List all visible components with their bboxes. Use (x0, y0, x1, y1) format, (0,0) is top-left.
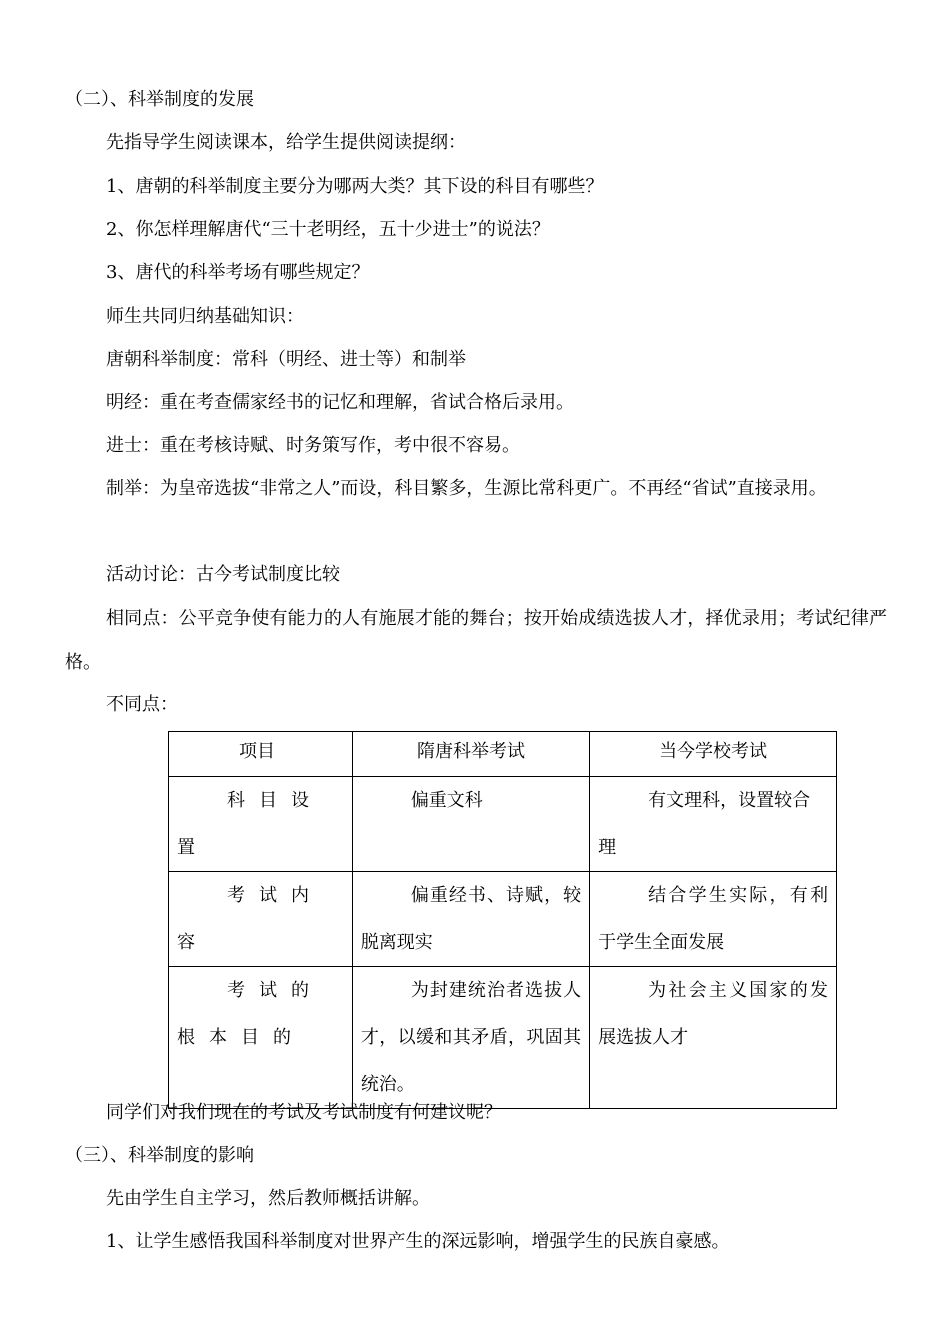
table-cell: 为封建统治者选拔人才，以缓和其矛盾，巩固其统治。 (352, 967, 589, 1109)
section-heading-development: （二）、科举制度的发展 (65, 89, 254, 110)
table-cell-item: 考试的根本目的 (169, 967, 353, 1109)
table-header-row (169, 732, 837, 777)
paragraph-mingjing: 明经：重在考查儒家经书的记忆和理解，省试合格后录用。 (106, 392, 574, 413)
question-3: 3、唐代的科举考场有哪些规定？ (106, 262, 370, 283)
paragraph-reading-guide: 先指导学生阅读课本，给学生提供阅读提纲： (106, 132, 466, 153)
paragraph-tang-system: 唐朝科举制度：常科（明经、进士等）和制举 (106, 349, 466, 370)
table-row (169, 967, 837, 1109)
table-cell: 为社会主义国家的发展选拔人才 (590, 967, 837, 1109)
table-row (169, 777, 837, 872)
table-cell-item: 考试内容 (169, 872, 353, 967)
paragraph-self-study: 先由学生自主学习，然后教师概括讲解。 (106, 1188, 430, 1209)
paragraph-zhiju: 制举：为皇帝选拔“非常之人”而设，科目繁多，生源比常科更广。不再经“省试”直接录用。 (106, 478, 827, 499)
paragraph-differences-label: 不同点： (106, 694, 178, 715)
table-row (169, 872, 837, 967)
paragraph-suggestion-question: 同学们对我们现在的考试及考试制度有何建议呢？ (106, 1102, 502, 1123)
table-header-cell: 隋唐科举考试 (352, 732, 589, 777)
paragraph-summary-intro: 师生共同归纳基础知识： (106, 306, 304, 327)
table-cell: 偏重文科 (352, 777, 589, 872)
table-cell-item: 科目设置 (169, 777, 353, 872)
section-heading-influence: （三）、科举制度的影响 (65, 1145, 254, 1166)
paragraph-similarities: 相同点：公平竞争使有能力的人有施展才能的舞台；按开始成绩选拔人才，择优录用；考试纪律严格。 (65, 608, 887, 673)
table-header-cell: 项目 (169, 732, 353, 777)
comparison-table (168, 731, 837, 1109)
table-cell: 结合学生实际，有利于学生全面发展 (590, 872, 837, 967)
table-cell: 有文理科，设置较合理 (590, 777, 837, 872)
paragraph-jinshi: 进士：重在考核诗赋、时务策写作，考中很不容易。 (106, 435, 520, 456)
paragraph-influence-1: 1、让学生感悟我国科举制度对世界产生的深远影响，增强学生的民族自豪感。 (106, 1231, 730, 1252)
table-cell: 偏重经书、诗赋，较脱离现实 (352, 872, 589, 967)
question-1: 1、唐朝的科举制度主要分为哪两大类？其下设的科目有哪些？ (106, 176, 604, 197)
table-header-cell: 当今学校考试 (590, 732, 837, 777)
paragraph-activity: 活动讨论：古今考试制度比较 (106, 564, 340, 585)
question-2: 2、你怎样理解唐代“三十老明经，五十少进士”的说法？ (106, 219, 550, 240)
